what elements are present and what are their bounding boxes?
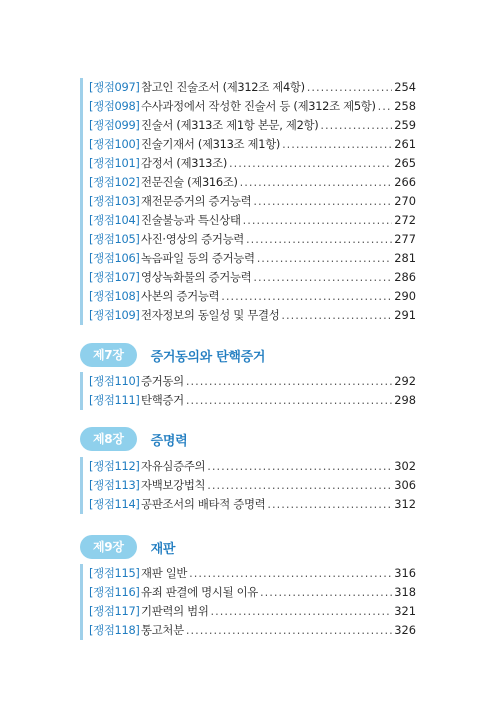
issue-code: [쟁점113] <box>89 478 140 492</box>
dot-leader <box>240 173 393 192</box>
toc-entry[interactable] <box>80 116 416 135</box>
dot-leader <box>186 372 392 391</box>
entry-title: 사진·영상의 증거능력 <box>141 232 244 246</box>
issue-code: [쟁점114] <box>89 497 140 511</box>
entry-title: 기판력의 범위 <box>141 604 209 618</box>
entry-title: 감정서 (제313조) <box>141 156 227 170</box>
toc-entry[interactable] <box>80 268 416 287</box>
issue-code: [쟁점116] <box>89 585 140 599</box>
dot-leader <box>281 306 392 325</box>
page-number: 312 <box>394 497 416 511</box>
dot-leader <box>282 135 392 154</box>
issue-code: [쟁점109] <box>89 308 140 322</box>
entry-title: 진술불능과 특신상태 <box>141 213 241 227</box>
dot-leader <box>189 564 392 583</box>
toc-entry[interactable] <box>80 583 416 602</box>
page-number: 290 <box>394 289 416 303</box>
toc-section <box>80 564 416 640</box>
page-number: 254 <box>394 80 416 94</box>
issue-code: [쟁점106] <box>89 251 140 265</box>
chapter-title: 증명력 <box>150 433 188 449</box>
issue-code: [쟁점105] <box>89 232 140 246</box>
chapter-label: 제7장 <box>80 343 137 367</box>
page-number: 259 <box>394 118 416 132</box>
entry-title: 통고처분 <box>141 623 184 637</box>
issue-code: [쟁점100] <box>89 137 140 151</box>
toc-entry[interactable] <box>80 192 416 211</box>
toc-entry[interactable] <box>80 457 416 476</box>
dot-leader <box>378 97 393 116</box>
entry-title: 자백보강법칙 <box>141 478 206 492</box>
toc-entry[interactable] <box>80 173 416 192</box>
page-number: 316 <box>394 566 416 580</box>
chapter-title: 증거동의와 탄핵증거 <box>150 349 266 365</box>
page-number: 270 <box>394 194 416 208</box>
issue-code: [쟁점099] <box>89 118 140 132</box>
page-number: 302 <box>394 459 416 473</box>
toc-section <box>80 78 416 325</box>
dot-leader <box>307 78 392 97</box>
page-number: 258 <box>394 99 416 113</box>
page-number: 291 <box>394 308 416 322</box>
entry-title: 전문진술 (제316조) <box>141 175 238 189</box>
dot-leader <box>221 287 392 306</box>
page-number: 277 <box>394 232 416 246</box>
dot-leader <box>253 268 392 287</box>
toc-entry[interactable] <box>80 78 416 97</box>
dot-leader <box>246 230 392 249</box>
page-number: 321 <box>394 604 416 618</box>
toc-section <box>80 372 416 410</box>
entry-title: 진술기재서 (제313조 제1항) <box>141 137 281 151</box>
dot-leader <box>257 249 393 268</box>
issue-code: [쟁점117] <box>89 604 140 618</box>
entry-title: 전자정보의 동일성 및 무결성 <box>141 308 280 322</box>
dot-leader <box>267 495 392 514</box>
page-number: 298 <box>394 393 416 407</box>
toc-entry[interactable] <box>80 564 416 583</box>
issue-code: [쟁점115] <box>89 566 140 580</box>
toc-entry[interactable] <box>80 154 416 173</box>
chapter-title: 재판 <box>150 541 176 557</box>
issue-code: [쟁점102] <box>89 175 140 189</box>
toc-entry[interactable] <box>80 287 416 306</box>
entry-title: 증거동의 <box>141 374 184 388</box>
page-number: 281 <box>394 251 416 265</box>
dot-leader <box>229 154 392 173</box>
issue-code: [쟁점101] <box>89 156 140 170</box>
dot-leader <box>207 457 392 476</box>
toc-section <box>80 457 416 514</box>
dot-leader <box>186 391 392 410</box>
toc-entry[interactable] <box>80 306 416 325</box>
page-number: 272 <box>394 213 416 227</box>
dot-leader <box>260 583 392 602</box>
issue-code: [쟁점098] <box>89 99 140 113</box>
page-number: 286 <box>394 270 416 284</box>
toc-entry[interactable] <box>80 391 416 410</box>
chapter-label: 제9장 <box>80 535 137 559</box>
entry-title: 사본의 증거능력 <box>141 289 220 303</box>
page-number: 318 <box>394 585 416 599</box>
page-number: 261 <box>394 137 416 151</box>
chapter-heading[interactable] <box>80 343 265 367</box>
entry-title: 진술서 (제313조 제1항 본문, 제2항) <box>141 118 319 132</box>
issue-code: [쟁점097] <box>89 80 140 94</box>
page-number: 265 <box>394 156 416 170</box>
issue-code: [쟁점118] <box>89 623 140 637</box>
toc-entry[interactable] <box>80 211 416 230</box>
toc-entry[interactable] <box>80 476 416 495</box>
page-number: 326 <box>394 623 416 637</box>
entry-title: 유죄 판결에 명시될 이유 <box>141 585 258 599</box>
issue-code: [쟁점111] <box>89 393 140 407</box>
issue-code: [쟁점107] <box>89 270 140 284</box>
entry-title: 공판조서의 배타적 증명력 <box>141 497 266 511</box>
toc-entry[interactable] <box>80 230 416 249</box>
entry-title: 재전문증거의 증거능력 <box>141 194 252 208</box>
dot-leader <box>243 211 393 230</box>
entry-title: 영상녹화물의 증거능력 <box>141 270 252 284</box>
toc-entry[interactable] <box>80 602 416 621</box>
issue-code: [쟁점112] <box>89 459 140 473</box>
toc-entry[interactable] <box>80 495 416 514</box>
entry-title: 재판 일반 <box>141 566 188 580</box>
chapter-heading[interactable] <box>80 427 187 451</box>
issue-code: [쟁점104] <box>89 213 140 227</box>
entry-title: 참고인 진술조서 (제312조 제4항) <box>141 80 305 94</box>
entry-title: 자유심증주의 <box>141 459 206 473</box>
entry-title: 녹음파일 등의 증거능력 <box>141 251 255 265</box>
entry-title: 탄핵증거 <box>141 393 184 407</box>
toc-entry[interactable] <box>80 135 416 154</box>
page-number: 266 <box>394 175 416 189</box>
toc-entry[interactable] <box>80 621 416 640</box>
dot-leader <box>320 116 392 135</box>
chapter-heading[interactable] <box>80 535 175 559</box>
toc-entry[interactable] <box>80 372 416 391</box>
issue-code: [쟁점103] <box>89 194 140 208</box>
page-number: 306 <box>394 478 416 492</box>
dot-leader <box>207 476 392 495</box>
issue-code: [쟁점108] <box>89 289 140 303</box>
toc-entry[interactable] <box>80 249 416 268</box>
page-number: 292 <box>394 374 416 388</box>
entry-title: 수사과정에서 작성한 진술서 등 (제312조 제5항) <box>141 99 376 113</box>
toc-entry[interactable] <box>80 97 416 116</box>
dot-leader <box>186 621 392 640</box>
chapter-label: 제8장 <box>80 427 137 451</box>
issue-code: [쟁점110] <box>89 374 140 388</box>
dot-leader <box>253 192 392 211</box>
dot-leader <box>211 602 393 621</box>
